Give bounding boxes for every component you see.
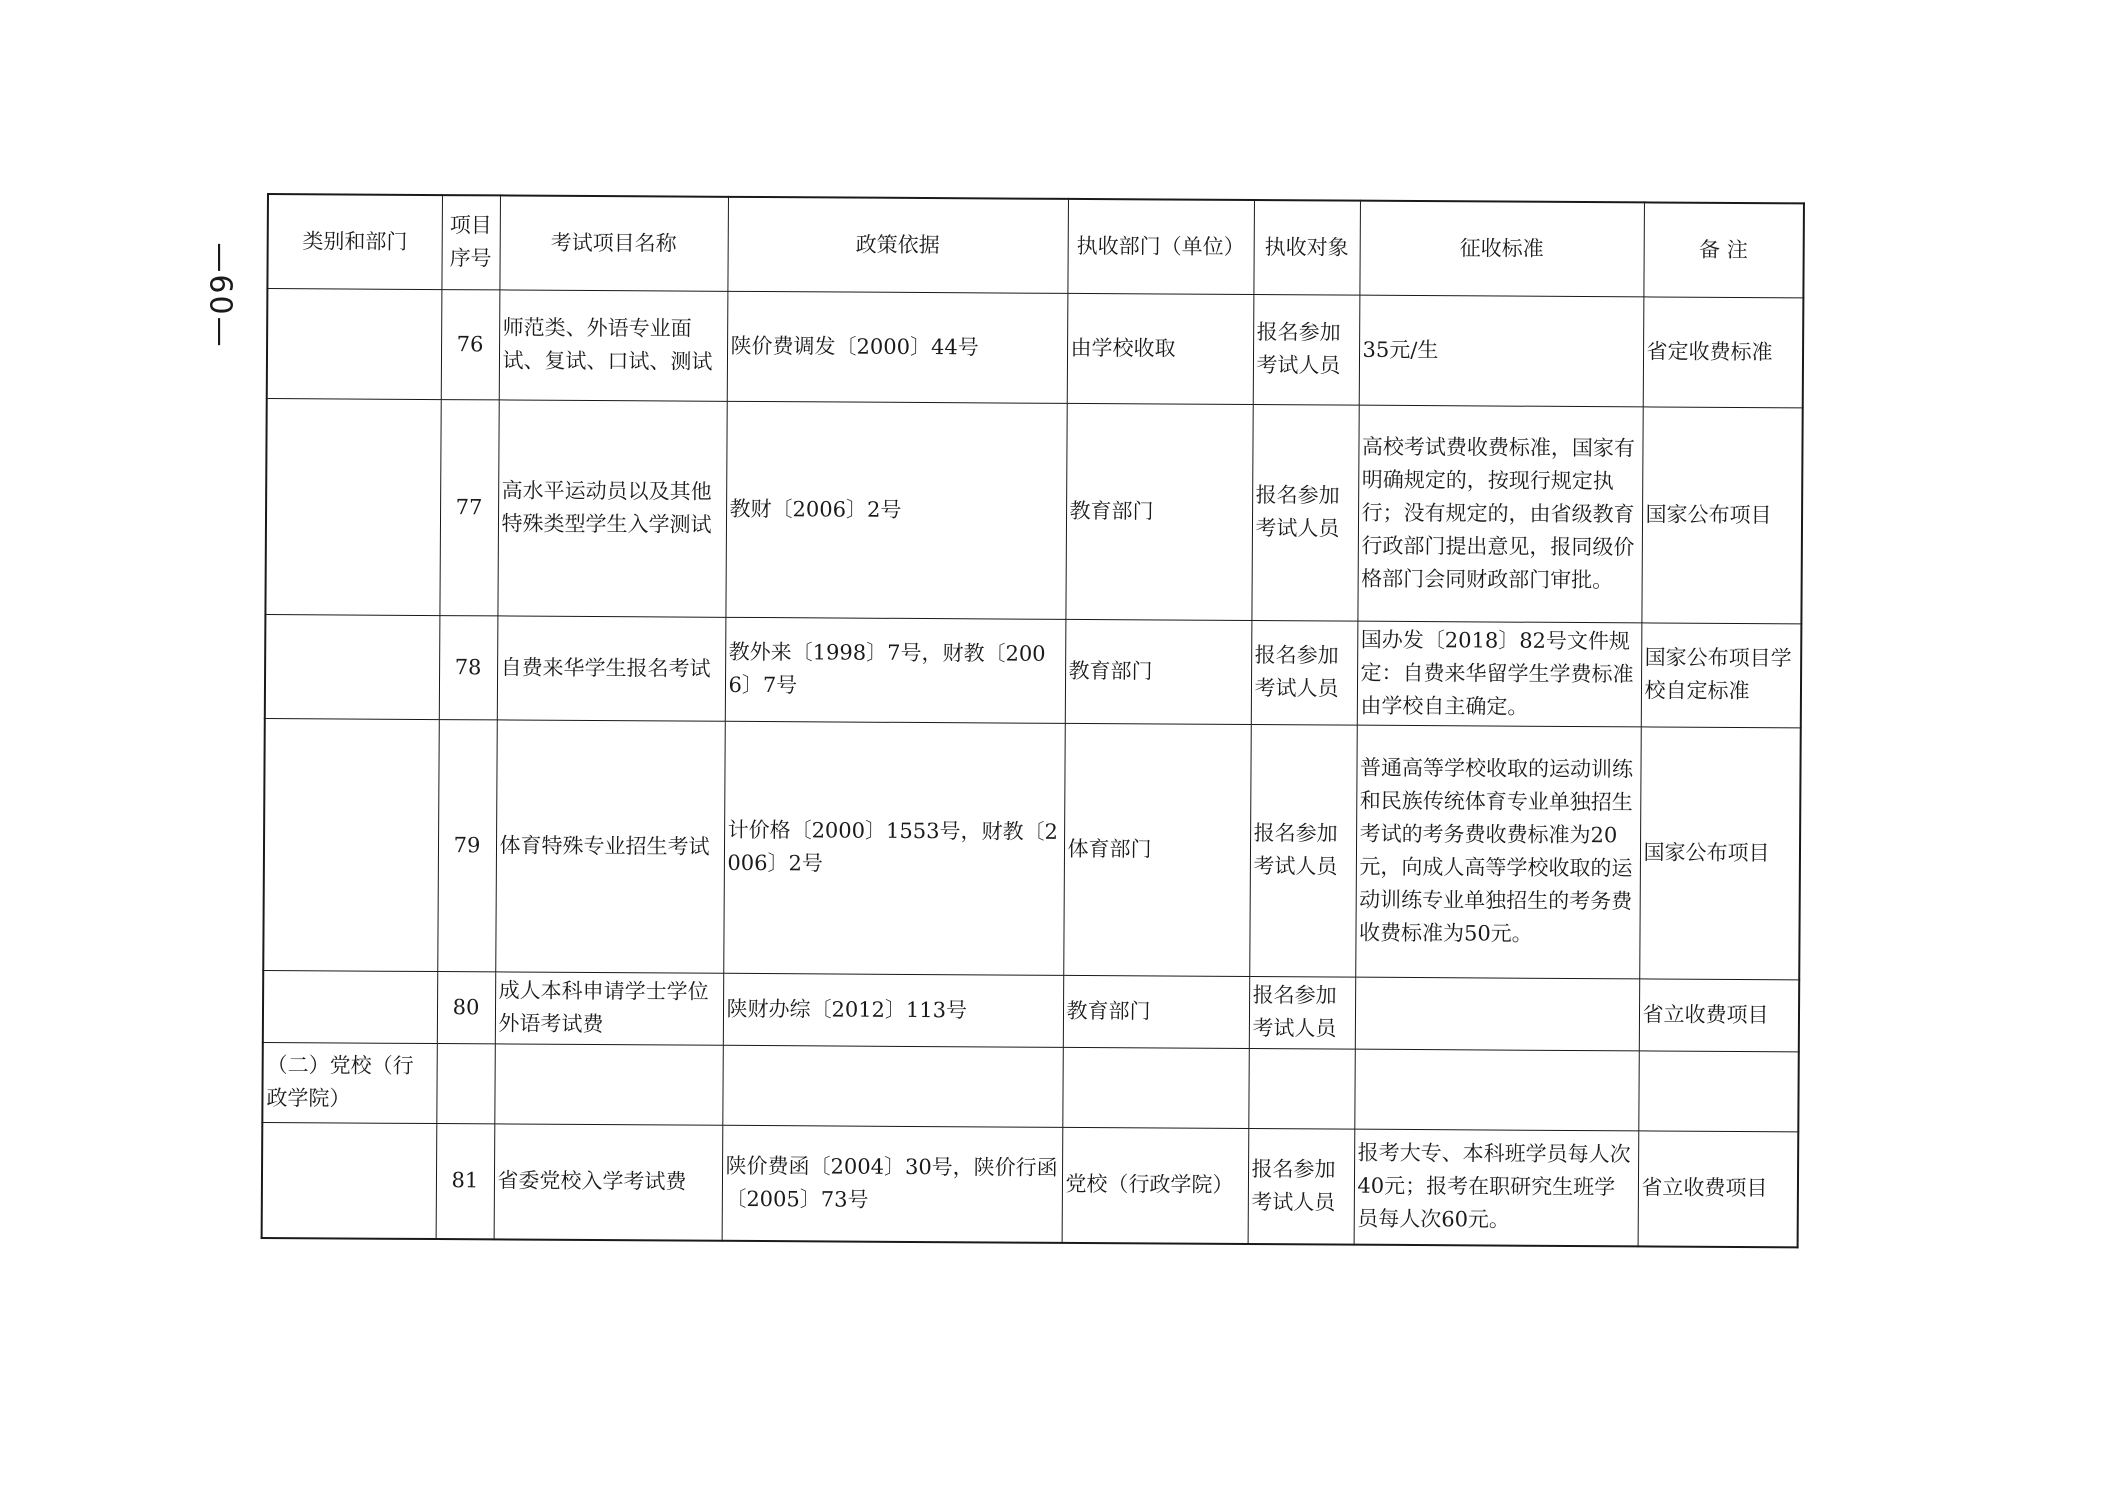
category-cell	[263, 718, 439, 971]
header-collecting-dept: 执收部门（单位）	[1067, 199, 1254, 294]
standard-cell: 35元/生	[1359, 295, 1644, 407]
page-number: —60—	[202, 241, 238, 349]
fee-table	[261, 193, 1805, 1248]
dept-cell: 由学校收取	[1067, 293, 1254, 404]
table-header-row	[267, 194, 1804, 297]
policy-cell	[722, 1045, 1062, 1127]
exam-name-cell: 高水平运动员以及其他特殊类型学生入学测试	[497, 399, 726, 616]
dept-cell: 教育部门	[1063, 975, 1249, 1048]
header-category: 类别和部门	[267, 194, 442, 289]
table-row	[263, 970, 1799, 1051]
category-cell	[262, 1122, 437, 1239]
standard-cell: 国办发〔2018〕82号文件规定：自费来华留学生学费标准由学校自主确定。	[1357, 621, 1642, 727]
note-cell: 省立收费项目	[1638, 1130, 1799, 1247]
dept-cell: 党校（行政学院）	[1062, 1127, 1249, 1244]
note-cell: 国家公布项目	[1639, 726, 1801, 979]
note-cell: 省立收费项目	[1639, 978, 1799, 1051]
table-row	[262, 1122, 1799, 1247]
target-cell: 报名参加考试人员	[1249, 976, 1355, 1049]
category-cell	[267, 288, 442, 399]
exam-name-cell: 自费来华学生报名考试	[497, 615, 726, 720]
dept-cell	[1062, 1047, 1248, 1128]
standard-cell: 普通高等学校收取的运动训练和民族传统体育专业单独招生考试的考务费收费标准为20元，向成人高等学校收取的运动训练专业单独招生的考务费收费标准为50元。	[1355, 725, 1641, 979]
table-row	[267, 288, 1804, 407]
target-cell: 报名参加考试人员	[1251, 404, 1358, 621]
note-cell: 国家公布项目学校自定标准	[1641, 622, 1802, 727]
header-exam-name: 考试项目名称	[499, 195, 728, 290]
target-cell: 报名参加考试人员	[1249, 724, 1357, 977]
table-row	[265, 398, 1802, 623]
note-cell	[1638, 1050, 1798, 1131]
dept-cell: 教育部门	[1065, 403, 1252, 620]
policy-cell: 计价格〔2000〕1553号，财教〔2006〕2号	[723, 721, 1065, 975]
item-number-cell: 78	[439, 615, 498, 719]
exam-name-cell: 成人本科申请学士学位外语考试费	[495, 971, 723, 1044]
standard-cell	[1355, 977, 1639, 1051]
target-cell: 报名参加考试人员	[1253, 294, 1360, 405]
table-row	[265, 614, 1802, 727]
item-number-cell: 77	[439, 399, 498, 615]
note-cell: 省定收费标准	[1643, 296, 1804, 407]
item-number-cell: 80	[437, 971, 495, 1043]
policy-cell: 教外来〔1998〕7号，财教〔2006〕7号	[725, 617, 1066, 723]
section-category-cell: （二）党校（行政学院）	[262, 1042, 436, 1123]
note-cell: 国家公布项目	[1641, 406, 1802, 623]
item-number-cell: 76	[441, 289, 500, 399]
standard-cell	[1354, 1049, 1638, 1131]
header-item-number: 项目序号	[441, 195, 500, 289]
category-cell	[265, 614, 440, 719]
header-target: 执收对象	[1253, 200, 1360, 295]
standard-cell: 高校考试费收费标准，国家有明确规定的，按现行规定执行；没有规定的，由省级教育行政部门提出意见，报同级价格部门会同财政部门审批。	[1357, 405, 1642, 623]
header-policy-basis: 政策依据	[727, 197, 1068, 293]
header-standard: 征收标准	[1359, 201, 1644, 297]
table-row	[263, 718, 1801, 979]
target-cell	[1248, 1048, 1354, 1129]
dept-cell: 体育部门	[1063, 723, 1251, 976]
category-cell	[263, 970, 437, 1043]
policy-cell: 陕价费调发〔2000〕44号	[727, 291, 1068, 403]
item-number-cell	[436, 1043, 494, 1123]
policy-cell: 陕财办综〔2012〕113号	[723, 973, 1063, 1047]
target-cell: 报名参加考试人员	[1248, 1128, 1355, 1245]
item-number-cell: 81	[436, 1123, 495, 1239]
item-number-cell: 79	[437, 719, 497, 971]
exam-name-cell	[494, 1043, 722, 1124]
header-notes: 备 注	[1643, 202, 1804, 297]
category-cell	[265, 398, 440, 615]
exam-name-cell: 省委党校入学考试费	[494, 1123, 723, 1240]
exam-name-cell: 体育特殊专业招生考试	[495, 719, 725, 972]
policy-cell: 教财〔2006〕2号	[725, 401, 1066, 619]
policy-cell: 陕价费函〔2004〕30号，陕价行函〔2005〕73号	[722, 1125, 1063, 1243]
standard-cell: 报考大专、本科班学员每人次40元；报考在职研究生班学员每人次60元。	[1354, 1129, 1639, 1247]
target-cell: 报名参加考试人员	[1251, 620, 1358, 725]
exam-name-cell: 师范类、外语专业面试、复试、口试、测试	[499, 289, 728, 400]
section-row	[262, 1042, 1798, 1131]
dept-cell: 教育部门	[1065, 619, 1252, 724]
